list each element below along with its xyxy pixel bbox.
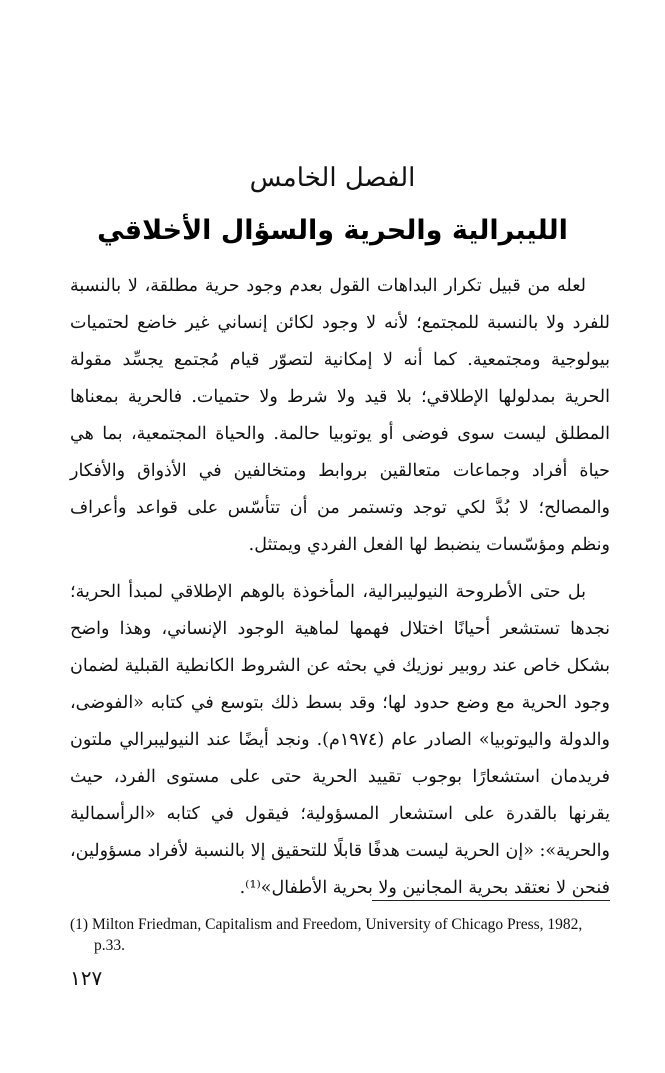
paragraph-1: لعله من قبيل تكرار البداهات القول بعدم وجود حرية مطلقة، لا بالنسبة للفرد ولا بالنسبة للمجتمع؛ لأنه لا وجود لكائن إنساني غير خاضع لحتميات بيولوجية ومجتمعية. كما أنه لا إمكانية لتصوّر قيام مُجتمع يجسِّد مقولة الحرية بمدلولها الإطلاقي؛ بلا قيد ولا شرط ولا حتميات. فالحرية بمعناها المطلق ليست سوى فوضى أو يوتوبيا حالمة. والحياة المجتمعية، بما هي حياة أفراد وجماعات متعالقين بروابط ومتخالفين في الأذواق والأفكار والمصالح؛ لا بُدَّ لكي توجد وتستمر من أن تتأسّس على قواعد وأعراف ونظم ومؤسّسات ينضبط لها الفعل الفردي ويمتثل. [70,276,610,555]
footnote-divider [372,900,610,901]
footnote: (1) Milton Friedman, Capitalism and Freedom, University of Chicago Press, 1982, p.33. [70,916,583,954]
body-text [70,268,610,907]
page-number: ١٢٧ [70,966,103,990]
paragraph-2: بل حتى الأطروحة النيوليبرالية، المأخوذة بالوهم الإطلاقي لمبدأ الحرية؛ نجدها تستشعر أحيانًا اختلال فهمها لماهية الوجود الإنساني، وهذا واضح بشكل خاص عند روبير نوزيك في بحثه عن الشروط الكانطية القبلية لضمان وجود الحرية مع وضع حدود لها؛ وقد بسط ذلك بتوسع في كتابه «الفوضى، والدولة واليوتوبيا» الصادر عام (١٩٧٤م). ونجد أيضًا عند النيوليبرالي ملتون فريدمان استشعارًا بوجوب تقييد الحرية حتى على مستوى الفرد، حيث يقرنها بالقدرة على استشعار المسؤولية؛ فيقول في كتابه «الرأسمالية والحرية»: «إن الحرية ليست هدفًا قابلًا للتحقيق إلا بالنسبة لأفراد مسؤولين، فنحن لا نعتقد بحرية المجانين ولا بحرية الأطفال»⁽¹⁾. [70,582,610,898]
chapter-title: الليبرالية والحرية والسؤال الأخلاقي [97,215,568,246]
chapter-label: الفصل الخامس [249,163,416,193]
